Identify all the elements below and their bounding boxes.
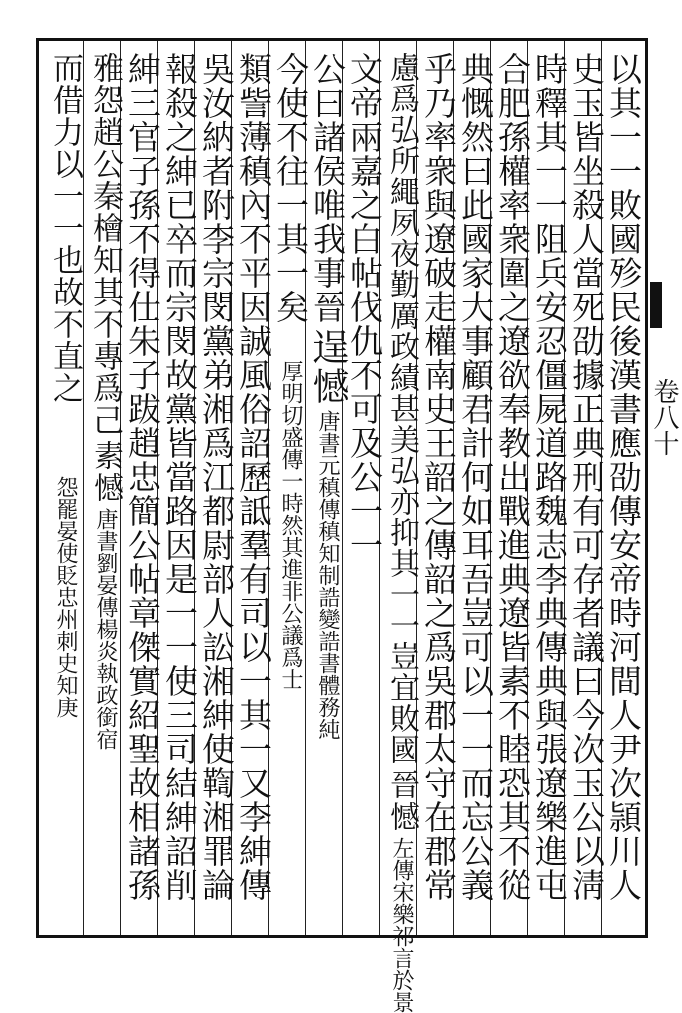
entry-heading: 逞憾	[306, 328, 349, 406]
column-text: 典慨然曰此國家大事顧君計何如耳吾豈可以一一而忘公義	[456, 52, 495, 902]
text-column-7	[381, 52, 421, 1013]
text-column-1	[603, 52, 643, 932]
text-column-2	[566, 52, 606, 932]
column-text: 時釋其一一阻兵安忍僵屍道路魏志李典傳典與張遼樂進屯	[530, 52, 569, 902]
column-text: 紳三官子孫不得仕朱子跋趙忠簡公帖章傑實紹聖故相諸孫	[123, 52, 162, 902]
text-column-6	[418, 52, 458, 932]
column-text: 而借力以一一也故不直之	[47, 52, 83, 404]
text-column-11	[233, 52, 273, 932]
text-column-8	[344, 52, 384, 932]
entry-note: 左傳宋樂祁言於景	[389, 837, 414, 1013]
column-text: 慮爲弘所繩夙夜勤厲政績甚美弘亦抑其一一豈宜敗國	[384, 52, 419, 765]
text-column-12	[196, 52, 236, 932]
column-text: 乎乃率衆與遼破走權南史王韶之傳韶之爲吳郡太守在郡常	[419, 52, 458, 902]
entry-note: 唐書元稹傳稹知制誥變誥書體務純	[315, 410, 340, 740]
entry-note: 厚明切盛傳一時然其進非公議爲士	[278, 360, 303, 690]
text-column-16	[45, 52, 85, 932]
entry-heading: 素憾	[88, 440, 123, 504]
column-text: 史玉皆坐殺人當死劭據正典刑有可存者議曰今次玉公以淸	[567, 52, 606, 902]
text-column-13	[159, 52, 199, 932]
column-text: 類訾薄稹內不平因誠風俗詔歷詆羣有司以一其一又李紳傳	[234, 52, 273, 902]
entry-heading: 晉憾	[384, 769, 419, 833]
column-text: 以其一一敗國殄民後漢書應劭傳安帝時河間人尹次頴川人	[604, 52, 643, 902]
margin-volume-label: 卷八十	[649, 378, 679, 456]
column-text: 報殺之紳已卒而宗閔故黨皆當路因是一一使三司結紳詔削	[160, 52, 199, 902]
column-text: 公曰諸侯唯我事晉	[308, 52, 347, 324]
column-text: 文帝兩嘉之白帖伐仇不可及公一一	[345, 52, 384, 562]
entry-note: 怨罷晏使貶忠州刺史知庚	[53, 476, 78, 718]
text-column-9	[307, 52, 347, 932]
column-text: 今使不往一其一矣	[271, 52, 310, 324]
text-column-15	[85, 52, 125, 932]
column-text: 吳汝納者附李宗閔黨弟湘爲江都尉部人訟湘紳使鞫湘罪論	[197, 52, 236, 902]
text-column-5	[455, 52, 495, 932]
column-text: 雅怨趙公秦檜知其不專爲己	[87, 52, 123, 436]
margin-tab-mark	[650, 282, 662, 328]
text-column-14	[122, 52, 162, 932]
column-text: 合肥孫權率衆圍之遼欲奉教出戰進典遼皆素不睦恐其不從	[493, 52, 532, 902]
text-column-4	[492, 52, 532, 932]
text-column-3	[529, 52, 569, 932]
entry-note: 唐書劉晏傳楊炎執政銜宿	[93, 508, 118, 750]
text-column-10	[270, 52, 310, 932]
